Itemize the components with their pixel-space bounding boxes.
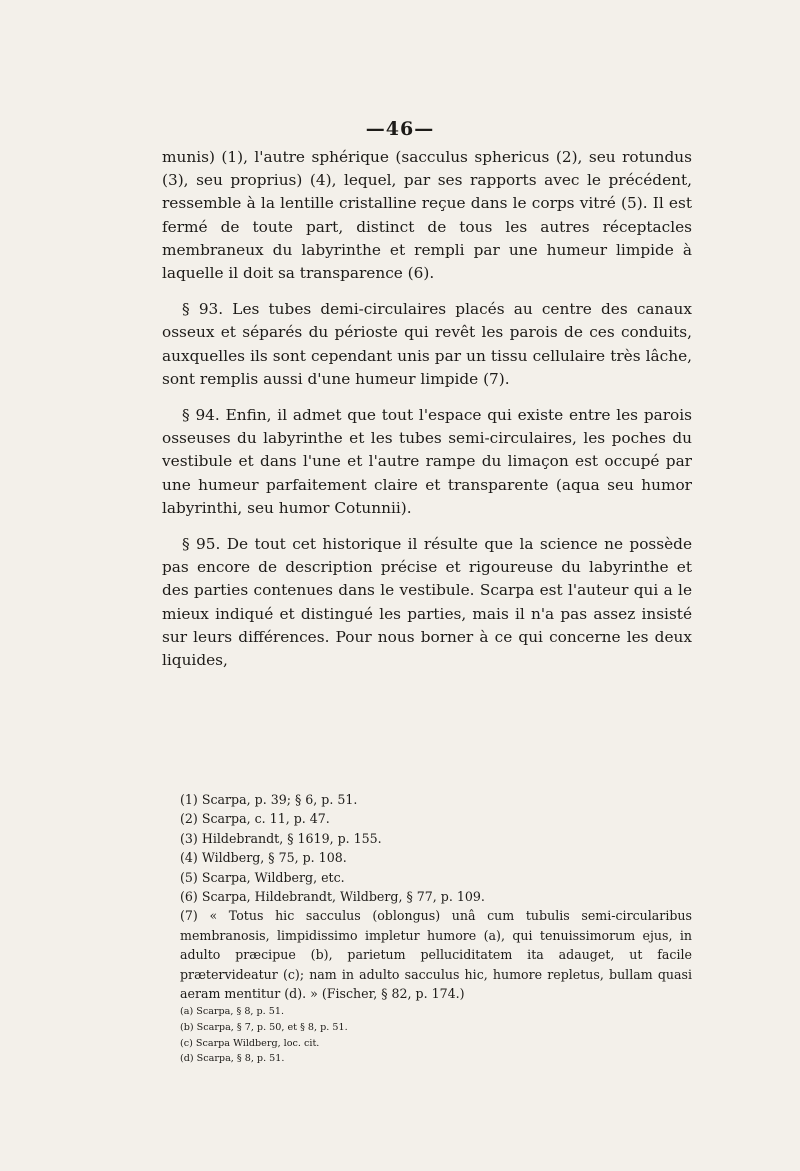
subnote-d: (d) Scarpa, § 8, p. 51.	[180, 1053, 285, 1065]
subnote-c: (c) Scarpa Wildberg, loc. cit.	[180, 1037, 320, 1049]
footnote-7: (7) « Totus hic sacculus (oblongus) unâ cum tubulis semi-circularibus membranosis, limpidissimo impletur humore (a), qui tenuissimorum ejus, in adulto præcipue (b), parietum pelluciditatem ita adauget, ut facile prætervideatur (c); nam in adulto sacculus hic, humore repletus, bullam quasi aeram mentitur (d). » (Fischer, § 82, p. 174.)	[180, 908, 692, 1002]
footnote-2: (2) Scarpa, c. 11, p. 47.	[180, 811, 330, 827]
footnote-3: (3) Hildebrandt, § 1619, p. 155.	[180, 830, 382, 846]
footnotes	[162, 790, 692, 1003]
paragraph-95: § 95. De tout cet historique il résulte que la science ne possède pas encore de description précise et rigoureuse du labyrinthe et des parties contenues dans le vestibule. Scarpa est l'auteur qui a le mieux indiqué et distingué les parties, mais il n'a pas assez insisté sur leurs différences. Pour nous borner à ce qui concerne les deux liquides,	[162, 535, 692, 670]
main-text	[162, 146, 692, 685]
paragraph-94: § 94. Enfin, il admet que tout l'espace qui existe entre les parois osseuses du labyrinthe et les tubes semi-circulaires, les poches du vestibule et dans l'une et l'autre rampe du limaçon est occupé par une humeur parfaitement claire et transparente (aqua seu humor labyrinthi, seu humor Cotunnii).	[162, 406, 692, 517]
footnote-4: (4) Wildberg, § 75, p. 108.	[180, 850, 347, 866]
footnote-1: (1) Scarpa, p. 39; § 6, p. 51.	[180, 792, 358, 807]
footnote-5: (5) Scarpa, Wildberg, etc.	[180, 869, 345, 885]
footnote-6: (6) Scarpa, Hildebrandt, Wildberg, § 77, p. 109.	[180, 889, 485, 905]
paragraph-93: § 93. Les tubes demi-circulaires placés au centre des canaux osseux et séparés du périoste qui revêt les parois de ces conduits, auxquelles ils sont cependant unis par un tissu cellulaire très lâche, sont remplis aussi d'une humeur limpide (7).	[162, 300, 692, 388]
sub-footnotes	[180, 1004, 680, 1067]
paragraph-continuation: munis) (1), l'autre sphérique (sacculus sphericus (2), seu rotundus (3), seu proprius) (4), lequel, par ses rapports avec le précédent, ressemble à la lentille cristalline reçue dans le corps vitré (5). Il est fermé de toute part, distinct de tous les autres réceptacles membraneux du labyrinthe et rempli par une humeur limpide à laquelle il doit sa transparence (6).	[162, 148, 692, 283]
subnote-b: (b) Scarpa, § 7, p. 50, et § 8, p. 51.	[180, 1021, 348, 1033]
subnote-a: (a) Scarpa, § 8, p. 51.	[180, 1006, 285, 1017]
page-number: —46—	[365, 118, 435, 140]
